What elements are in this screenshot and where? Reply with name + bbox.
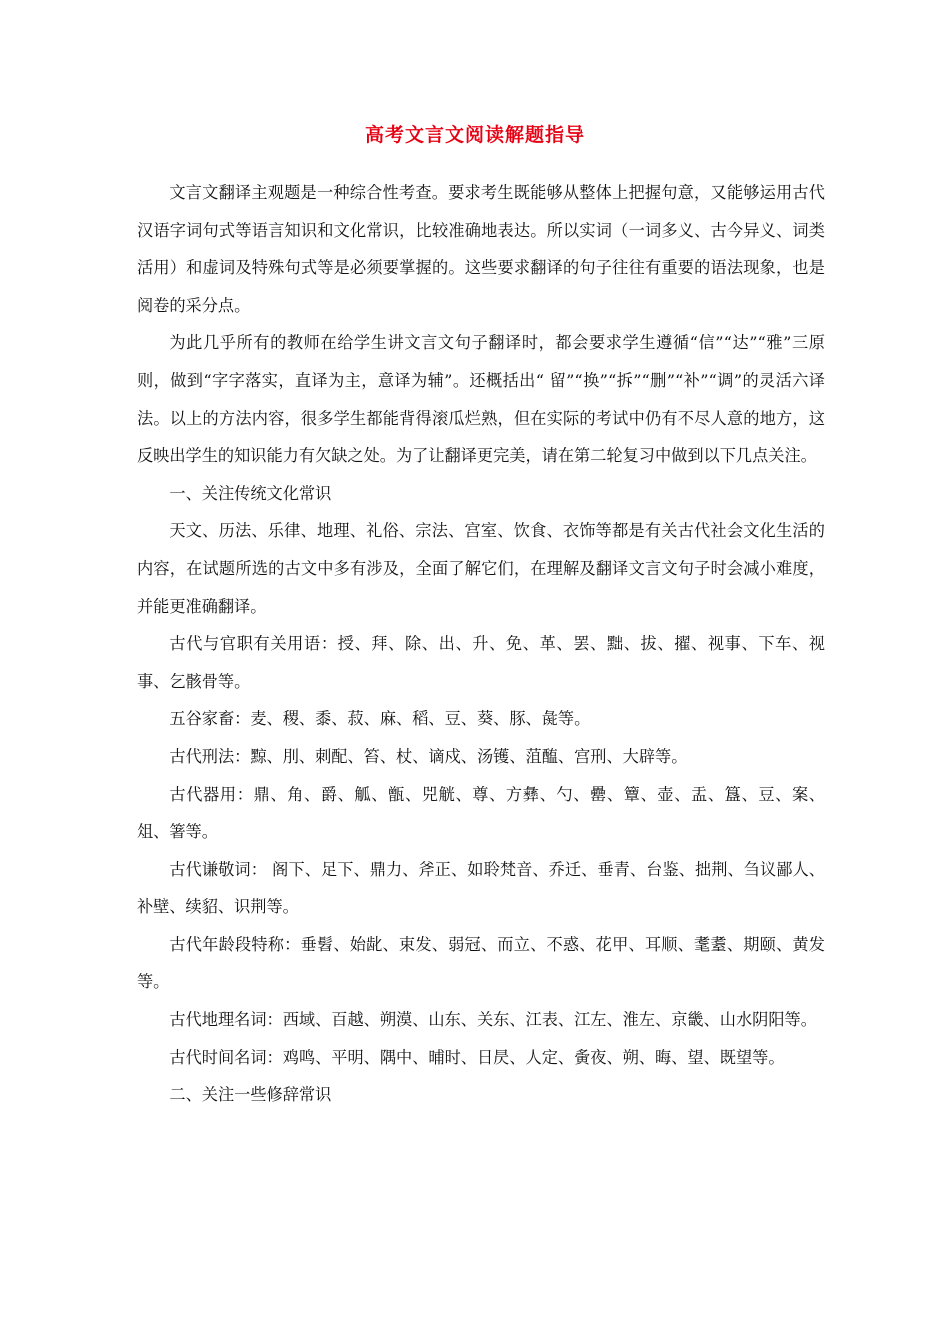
paragraph-culture: 天文、历法、乐律、地理、礼俗、宗法、宫室、饮食、衣饰等都是有关古代社会文化生活的内容，在试题所选的古文中多有涉及，全面了解它们，在理解及翻译文言文句子时会减小难度，并能更准确翻译。 [137,521,825,616]
paragraph-geography-terms: 古代地理名词：西域、百越、朔漠、山东、关东、江表、江左、淮左、京畿、山水阴阳等。 [169,1010,817,1030]
section-heading-rhetoric: 二、关注一些修辞常识 [169,1085,332,1105]
paragraph-principles: 为此几乎所有的教师在给学生讲文言文句子翻译时，都会要求学生遵循“信”“达”“雅”三原则，做到“字字落实，直译为主，意译为辅”。还概括出“ 留”“换”“拆”“删”“补”“调”的灵活六译法。以上的方法内容，很多学生都能背得滚瓜烂熟，但在实际的考试中仍有不尽人意的地方，这反映出学生的知识能力有欠缺之处。为了让翻译更完美，请在第二轮复习中做到以下几点关注。 [137,333,825,466]
document-title: 高考文言文阅读解题指导 [364,124,585,146]
paragraph-punishments: 古代刑法：黥、刖、刺配、笞、杖、谪戍、汤镬、菹醢、宫刑、大辟等。 [169,746,688,766]
paragraph-official-terms: 古代与官职有关用语：授、拜、除、出、升、免、革、罢、黜、拔、擢、视事、下车、视事、乞骸骨等。 [137,634,825,691]
paragraph-time-terms: 古代时间名词：鸡鸣、平明、隅中、晡时、日昃、人定、夤夜、朔、晦、望、既望等。 [169,1047,785,1067]
document-body [137,174,825,1114]
paragraph-age-terms: 古代年龄段特称：垂髫、始龀、束发、弱冠、而立、不惑、花甲、耳顺、耄耋、期颐、黄发等。 [137,934,825,992]
paragraph-grains-livestock: 五谷家畜：麦、稷、黍、菽、麻、稻、豆、葵、豚、彘等。 [169,709,591,729]
paragraph-intro: 文言文翻译主观题是一种综合性考查。要求考生既能够从整体上把握句意，又能够运用古代汉语字词句式等语言知识和文化常识，比较准确地表达。所以实词（一词多义、古今异义、词类活用）和虚词及特殊句式等是必须要掌握的。这些要求翻译的句子往往有重要的语法现象，也是阅卷的采分点。 [137,183,825,315]
section-heading-culture: 一、关注传统文化常识 [169,483,332,503]
paragraph-utensils: 古代器用：鼎、角、爵、觚、甑、兕觥、尊、方彝、勺、罍、簟、壶、盂、簋、豆、案、俎、箸等。 [137,784,825,842]
paragraph-honorifics: 古代谦敬词： 阁下、足下、鼎力、斧正、如聆梵音、乔迁、垂青、台鉴、拙荆、刍议鄙人、补壁、续貂、识荆等。 [137,859,825,917]
